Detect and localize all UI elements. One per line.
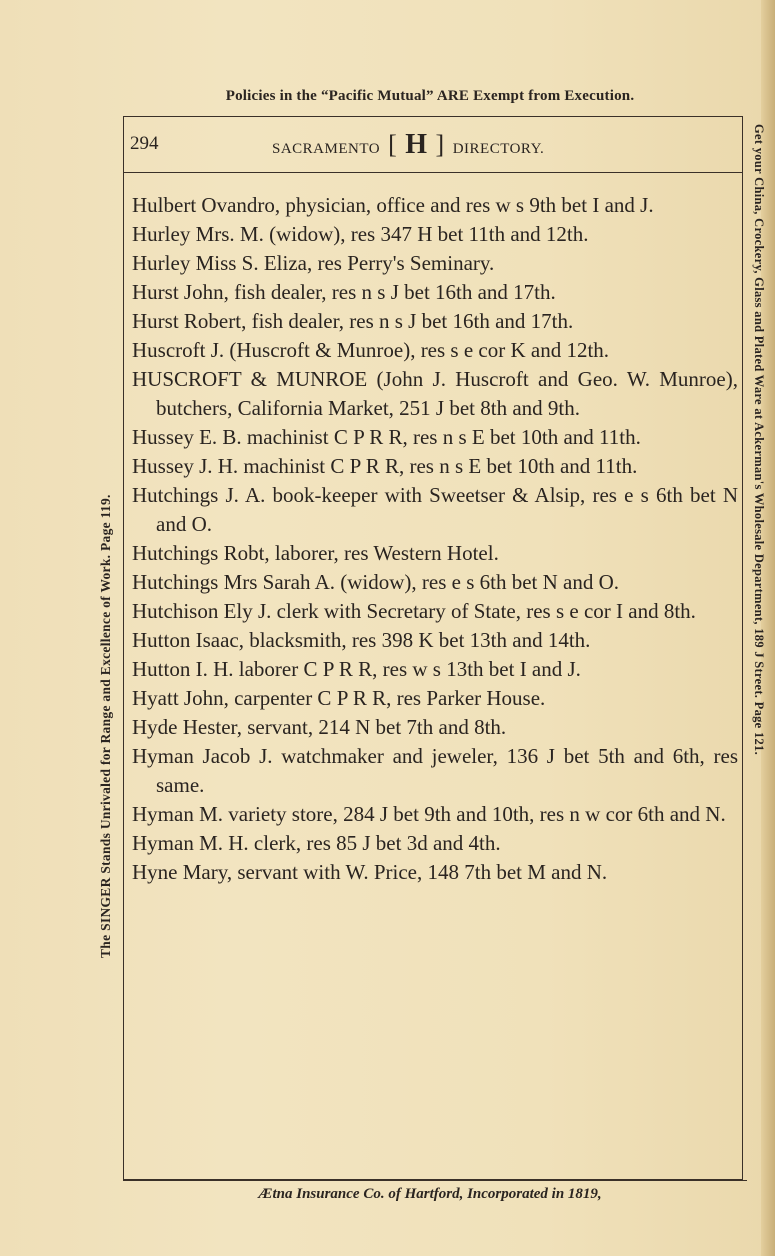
directory-title: DIRECTORY. (452, 141, 545, 157)
bracket-close: ] (435, 130, 445, 159)
directory-entry: Hurley Mrs. M. (widow), res 347 H bet 11th and 12th. (132, 222, 589, 246)
header-rule (124, 172, 742, 173)
directory-entry: Hyne Mary, servant with W. Price, 148 7th bet M and N. (132, 860, 608, 884)
right-side-advertisement: Get your China, Crockery, Glass and Plated Ware at Ackerman's Wholesale Department, 189 J Street. Page 121. (752, 124, 766, 756)
bracket-open: [ (388, 130, 398, 159)
directory-entry: Hurley Miss S. Eliza, res Perry's Seminary. (132, 251, 495, 275)
directory-entry: Hutchison Ely J. clerk with Secretary of State, res s e cor I and 8th. (132, 599, 696, 623)
directory-entry: Hyman Jacob J. watchmaker and jeweler, 136 J bet 5th and 6th, res same. (132, 744, 738, 797)
directory-entry: Hutchings Mrs Sarah A. (widow), res e s 6th bet N and O. (132, 570, 620, 594)
directory-entry: Hyde Hester, servant, 214 N bet 7th and 8th. (132, 715, 507, 739)
directory-entry: Hussey E. B. machinist C P R R, res n s E bet 10th and 11th. (132, 425, 641, 449)
directory-entry: Hyman M. variety store, 284 J bet 9th and 10th, res n w cor 6th and N. (132, 802, 726, 826)
directory-entry: Hutchings J. A. book-keeper with Sweetser & Alsip, res e s 6th bet N and O. (132, 483, 738, 536)
bottom-rule (123, 1180, 747, 1181)
directory-entry: Hulbert Ovandro, physician, office and res w s 9th bet I and J. (132, 193, 654, 217)
directory-entry: Hutton Isaac, blacksmith, res 398 K bet 13th and 14th. (132, 628, 591, 652)
bottom-advertisement: Ætna Insurance Co. of Hartford, Incorporated in 1819, (258, 1186, 602, 1202)
section-letter: H (405, 129, 428, 160)
city-name: SACRAMENTO (272, 141, 381, 157)
directory-frame (123, 116, 743, 1180)
directory-entry: Huscroft J. (Huscroft & Munroe), res s e cor K and 12th. (132, 338, 610, 362)
page-number: 294 (130, 133, 159, 154)
directory-entry: Hutton I. H. laborer C P R R, res w s 13th bet I and J. (132, 657, 581, 681)
directory-entries (132, 191, 738, 887)
top-advertisement: Policies in the “Pacific Mutual” ARE Exempt from Execution. (225, 88, 635, 104)
directory-entry: Hutchings Robt, laborer, res Western Hotel. (132, 541, 499, 565)
directory-entry: Hurst John, fish dealer, res n s J bet 16th and 17th. (132, 280, 556, 304)
left-side-advertisement: The SINGER Stands Unrivaled for Range and Excellence of Work. Page 119. (98, 494, 113, 958)
directory-entry: Hyman M. H. clerk, res 85 J bet 3d and 4th. (132, 831, 501, 855)
running-head (272, 131, 612, 159)
directory-entry: Hurst Robert, fish dealer, res n s J bet 16th and 17th. (132, 309, 574, 333)
directory-entry: HUSCROFT & MUNROE (John J. Huscroft and Geo. W. Munroe), butchers, California Market, 251 J bet 8th and 9th. (132, 367, 738, 420)
directory-entry: Hyatt John, carpenter C P R R, res Parker House. (132, 686, 546, 710)
directory-entry: Hussey J. H. machinist C P R R, res n s E bet 10th and 11th. (132, 454, 638, 478)
